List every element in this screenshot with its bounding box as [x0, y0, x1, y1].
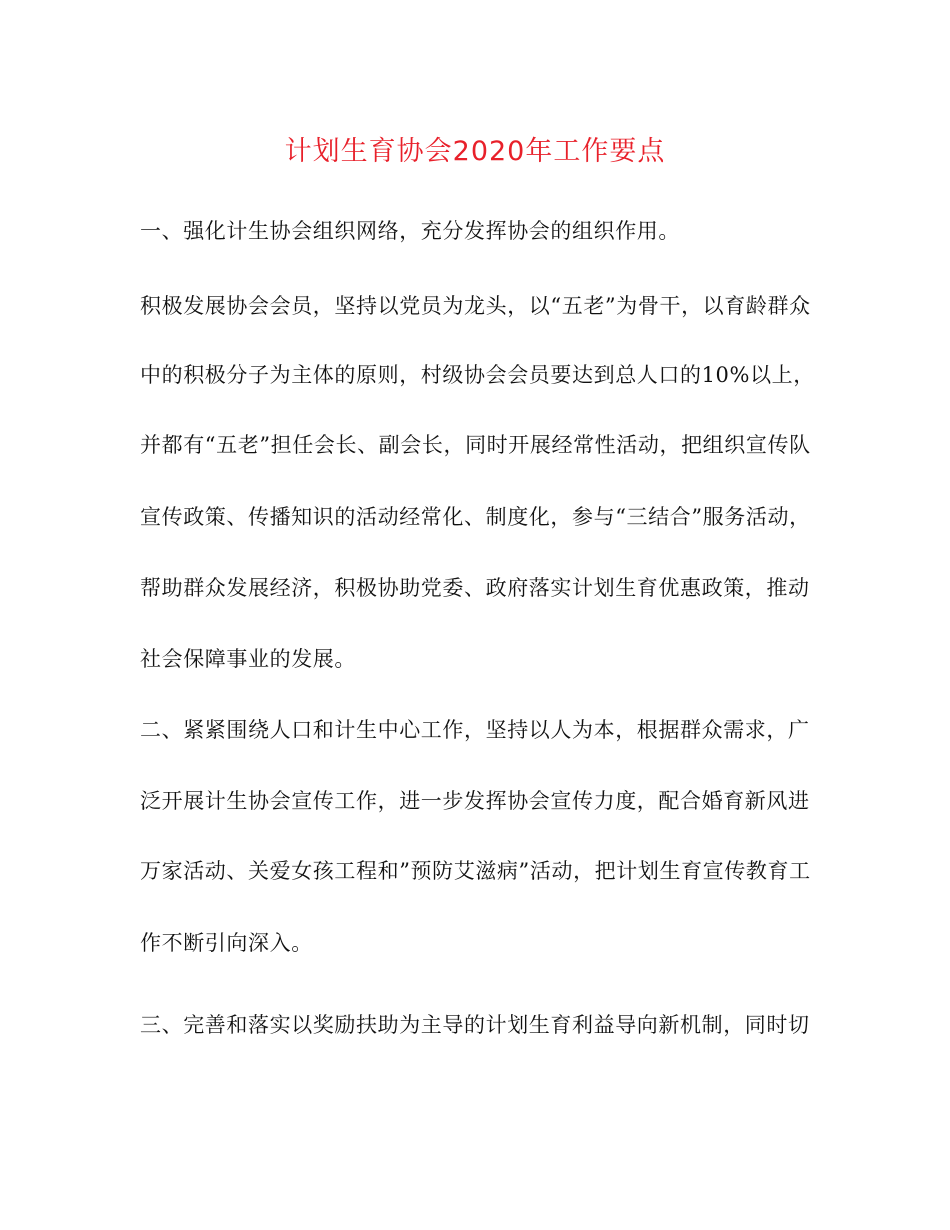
- section-heading-2: 二、紧紧围绕人口和计生中心工作，坚持以人为本，根据群众需求，广: [140, 718, 810, 742]
- body-text-line: 万家活动、关爱女孩工程和”预防艾滋病”活动，把计划生育宣传教育工: [140, 859, 811, 883]
- body-text-line: 作不断引向深入。: [140, 931, 313, 955]
- body-text-line: 积极发展协会会员，坚持以党员为龙头，以“五老”为骨干，以育龄群众: [140, 294, 811, 318]
- body-text-line: 社会保障事业的发展。: [140, 647, 356, 671]
- body-text-line: 并都有“五老”担任会长、副会长，同时开展经常性活动，把组织宣传队: [140, 433, 811, 457]
- body-text-line: 宣传政策、传播知识的活动经常化、制度化，参与“三结合”服务活动，: [140, 505, 811, 529]
- document-title: 计划生育协会2020年工作要点: [284, 136, 666, 167]
- section-heading-3: 三、完善和落实以奖励扶助为主导的计划生育利益导向新机制，同时切: [140, 1013, 810, 1037]
- body-text-line: 泛开展计生协会宣传工作，进一步发挥协会宣传力度，配合婚育新风进: [140, 789, 810, 813]
- body-text-line: 帮助群众发展经济，积极协助党委、政府落实计划生育优惠政策，推动: [140, 576, 810, 600]
- body-text-line: 中的积极分子为主体的原则，村级协会会员要达到总人口的10%以上，: [140, 363, 815, 387]
- section-heading-1: 一、强化计生协会组织网络，充分发挥协会的组织作用。: [140, 219, 680, 243]
